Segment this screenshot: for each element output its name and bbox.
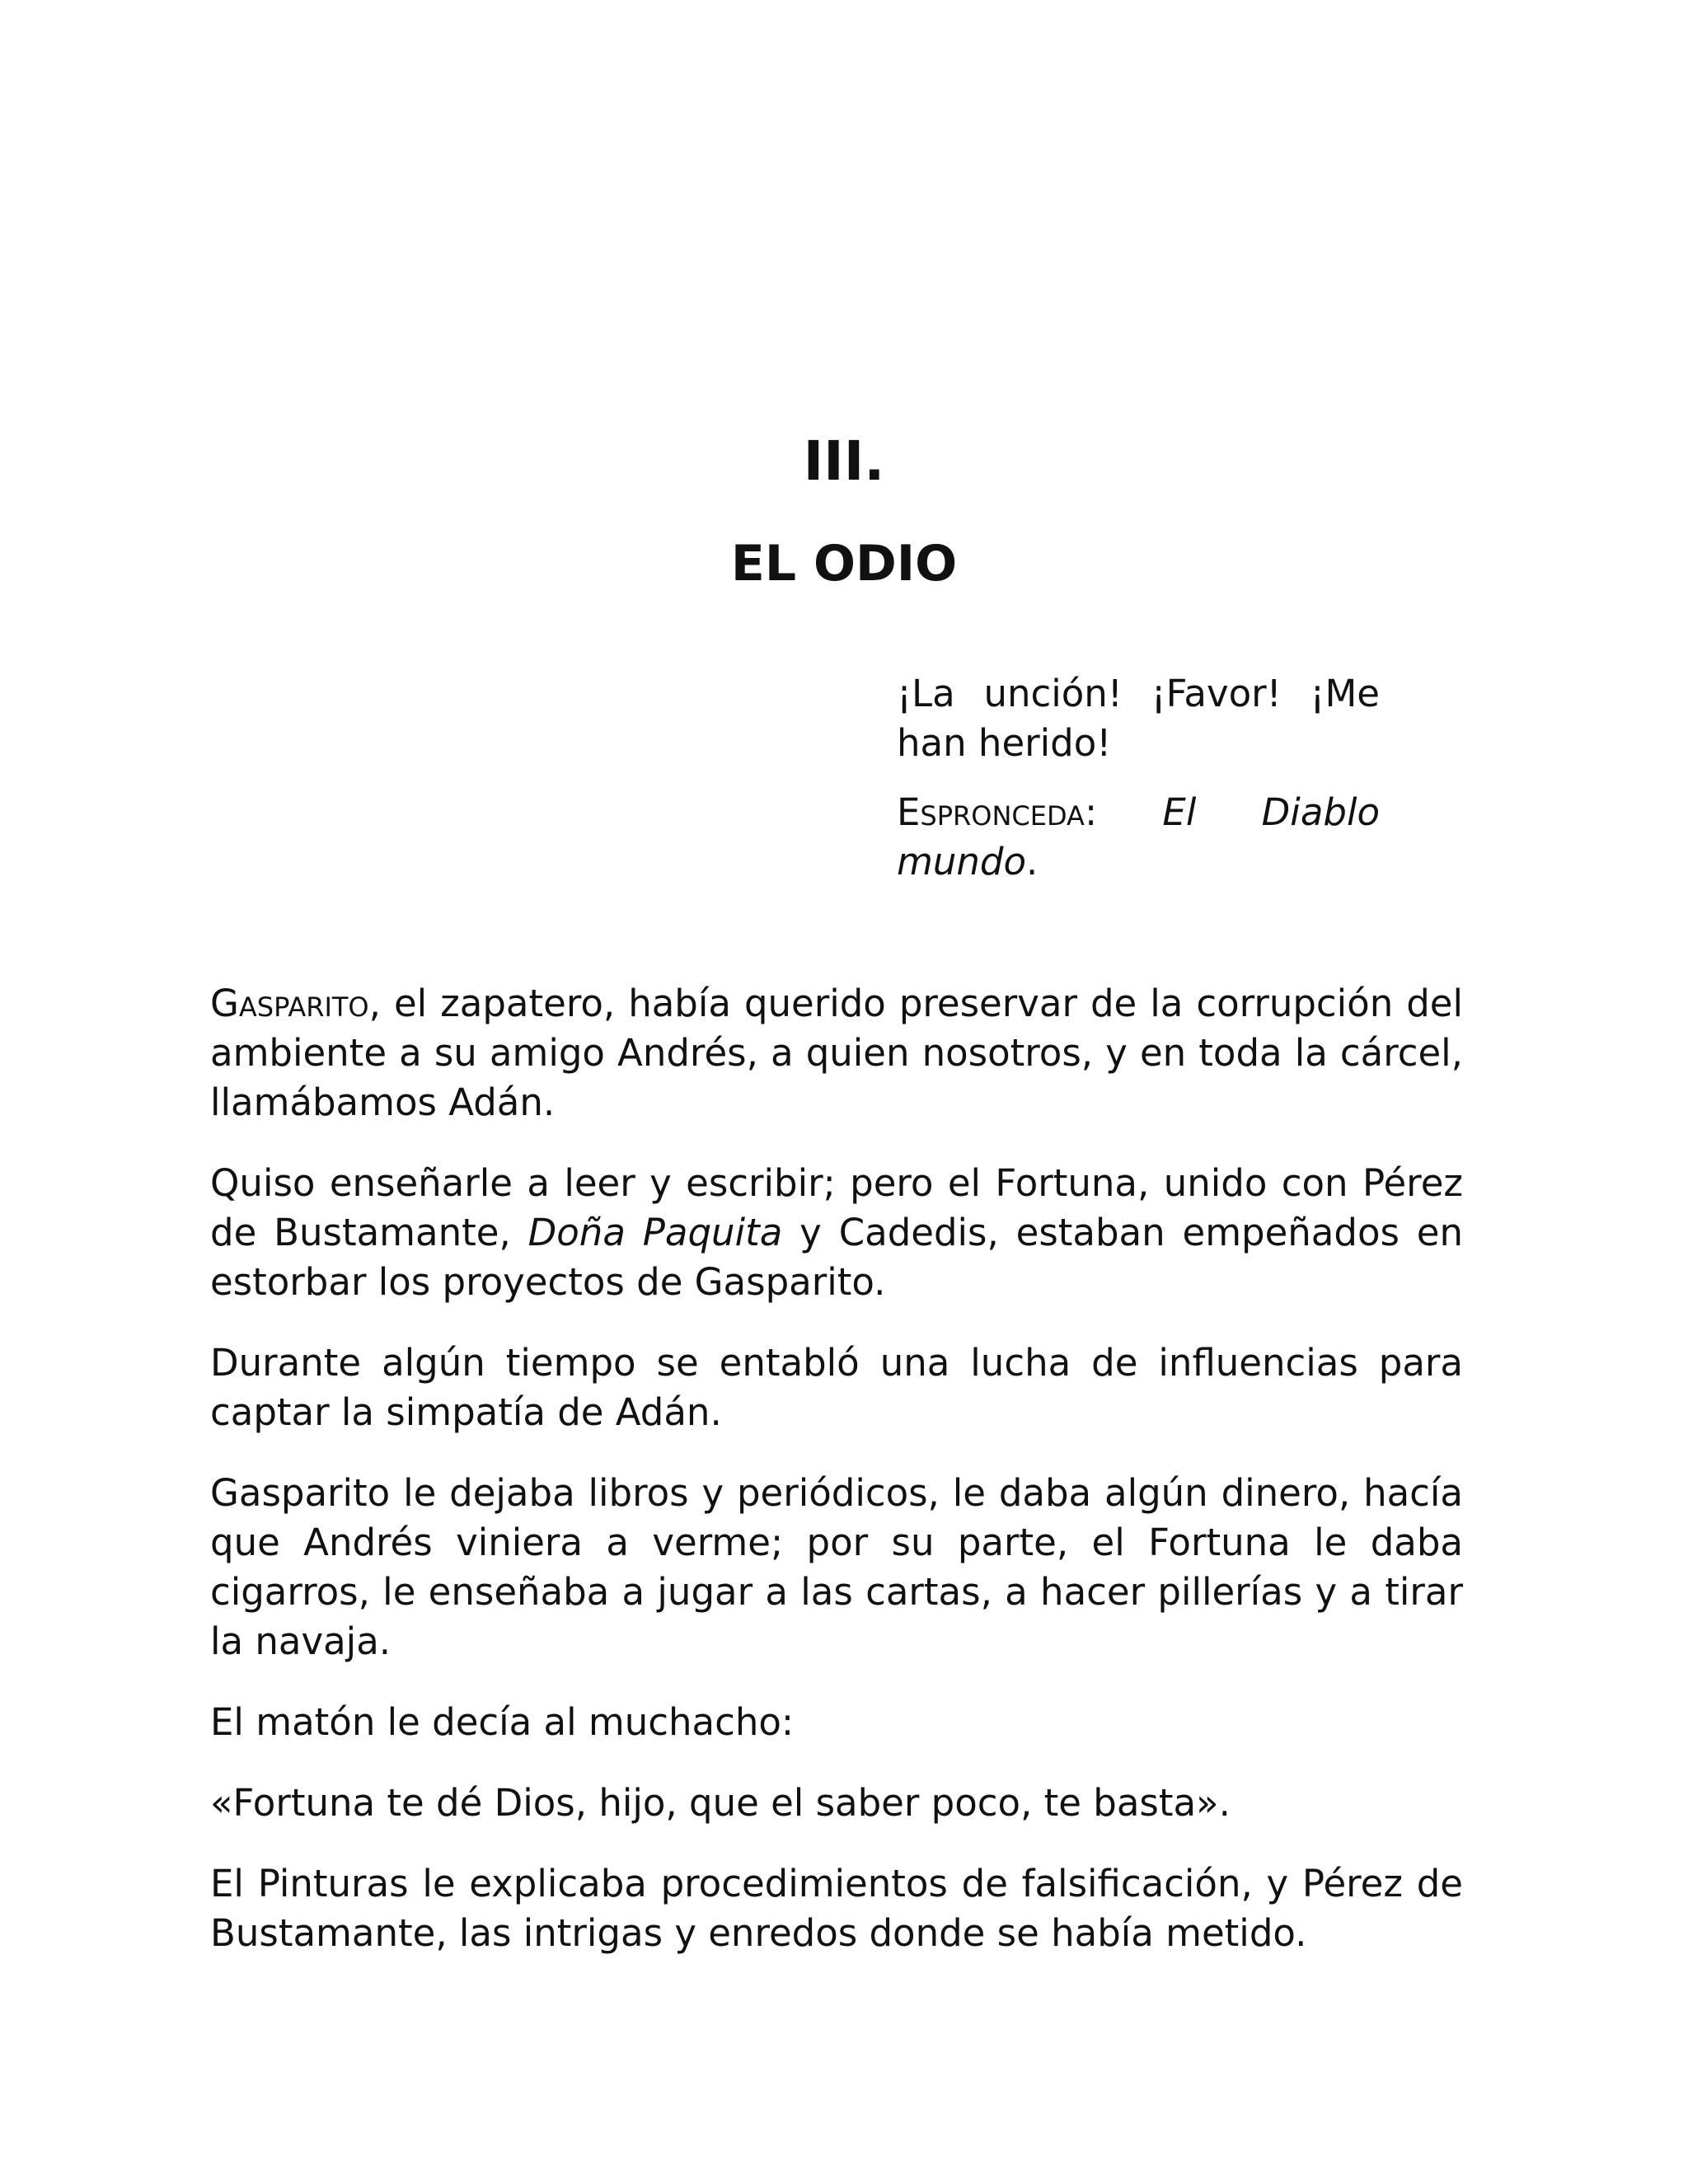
- epigraph-work-end: .: [1025, 840, 1039, 883]
- paragraph-3: Durante algún tiempo se entabló una lucha de influencias para captar la simpatía de Adán.: [210, 1341, 1463, 1434]
- paragraph-4: Gasparito le dejaba libros y periódicos, le daba algún dinero, hacía que Andrés viniera a verme; por su parte, el Fortuna le daba cigarros, le enseñaba a jugar a las cartas, a hacer pillerías y a tirar la navaja.: [210, 1471, 1463, 1663]
- chapter-title: EL ODIO: [730, 535, 958, 593]
- epigraph-author-colon: :: [1084, 790, 1098, 834]
- paragraph-2-italic: Doña Paquita: [528, 1211, 783, 1254]
- paragraph-5: El matón le decía al muchacho:: [210, 1700, 795, 1744]
- paragraph-7: El Pinturas le explicaba procedimientos de falsificación, y Pérez de Bustamante, las intrigas y enredos donde se había metido.: [210, 1862, 1463, 1955]
- paragraph-2: [210, 1159, 1463, 1307]
- paragraph-2-b: y Cadedis, estaban empeñados en estorbar los proyectos de Gasparito.: [210, 1211, 1464, 1304]
- paragraph-1-lead: Gasparito: [210, 982, 369, 1025]
- epigraph-author: Espronceda: [897, 790, 1085, 834]
- epigraph-work: El Diablo mundo: [897, 790, 1380, 883]
- chapter-number: III.: [803, 429, 885, 493]
- epigraph: [897, 669, 1380, 907]
- paragraph-2-a: Quiso enseñarle a leer y escribir; pero el Fortuna, unido con Pérez de Bustamante,: [210, 1161, 1463, 1254]
- paragraph-6: «Fortuna te dé Dios, hijo, que el saber poco, te basta».: [210, 1781, 1231, 1825]
- epigraph-attribution: [897, 788, 1380, 887]
- paragraph-1-rest: , el zapatero, había querido preservar de la corrupción del ambiente a su amigo Andrés, a quien nosotros, y en toda la cárcel, llamábamos Adán.: [210, 982, 1463, 1124]
- epigraph-quote: ¡La unción! ¡Favor! ¡Me han herido!: [897, 672, 1380, 765]
- body-text: [210, 979, 1463, 1990]
- paragraph-1: [210, 979, 1463, 1127]
